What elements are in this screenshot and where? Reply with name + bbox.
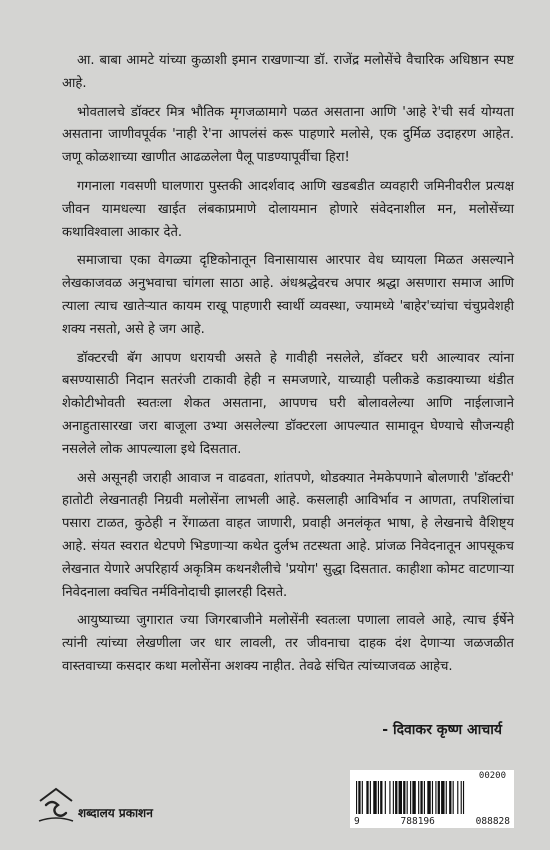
paragraph-2: भोवतालचे डॉक्टर मित्र भौतिक मृगजळामागे पळत असताना आणि 'आहे रे'ची सर्व योग्यता असताना जाणीवपूर्वक 'नाही रे'ना आपलंसं करू पाहणारे मलोसे, एक दुर्मिळ उदाहरण आहेत. जणू कोळशाच्या खाणीत आढळलेला पैलू पाडण्यापूर्वीचा हिरा!: [62, 104, 514, 166]
paragraph-6: असे असूनही जराही आवाज न वाढवता, शांतपणे, थोडक्यात नेमकेपणाने बोलणारी 'डॉक्टरी' हातोटी लेखनातही निग्रवी मलोसेंना लाभली आहे. कसलाही आविर्भाव न आणता, तपशिलांचा पसारा टाळत, कुठेही न रेंगाळता वाहत जाणारी, प्रवाही अनलंकृत भाषा, हे लेखनाचे वैशिष्ट्य आहे. संयत स्वरात थेटपणे भिडणाऱ्या कथेत दुर्लभ तटस्थता आहे. प्रांजळ निवेदनातून आपसूकच लेखनात येणारे अपरिहार्य अकृत्रिम कथनशैलीचे 'प्रयोग' सुद्धा दिसतात. काहीशा कोमट वाटणाऱ्या निवेदनाला क्वचित नर्मविनोदाची झालरही दिसते.: [62, 470, 514, 600]
isbn-digits: [354, 816, 510, 827]
paragraph-5: डॉक्टरची बॅग आपण धरायची असते हे गावीही नसलेले, डॉक्टर घरी आल्यावर त्यांना बसण्यासाठी निदान सतरंजी टाकावी हेही न समजणारे, याच्याही पलीकडे कडाक्याच्या थंडीत शेकोटीभोवती स्वतःला शेकत असताना, आपणच घरी बोलावलेल्या आणि नाईलाजाने अनाहुतासारखा जरा बाजूला उभ्या असलेल्या डॉक्टरला आपल्यात सामावून घेण्याचे सौजन्यही नसलेले लोक आपल्याला इथे दिसतात.: [62, 350, 514, 457]
isbn-barcode: [350, 770, 514, 828]
paragraph-1: आ. बाबा आमटे यांच्या कुळाशी इमान राखणाऱ्या डॉ. राजेंद्र मलोसेंचे वैचारिक अधिष्ठान स्पष्ट आहे.: [62, 53, 514, 91]
isbn-group-2: 088828: [475, 816, 510, 827]
paragraph-7: आयुष्याच्या जुगारात ज्या जिगरबाजीने मलोसेंनी स्वतःला पणाला लावले आहे, त्याच ईर्षेने त्यांनी त्यांच्या लेखणीला जर धार लावली, तर जीवनाचा दाहक दंश देणाऱ्या जळजळीत वास्तवाच्या कसदार कथा मलोसेंना अशक्य नाहीत. तेवढे संचित त्यांच्याजवळ आहेच.: [62, 613, 514, 674]
shabdalay-logo-icon: [36, 785, 76, 825]
publisher-block: [36, 785, 153, 825]
isbn-prefix: 9: [354, 816, 360, 827]
price-code: 00200: [478, 771, 506, 781]
paragraph-4: समाजाचा एका वेगळ्या दृष्टिकोनातून विनासायास आरपार वेध घ्यायला मिळत असल्याने लेखकाजवळ अनुभवाचा चांगला साठा आहे. अंधश्रद्धेवरच अपार श्रद्धा असणारा समाज आणि त्याला त्याच खातेऱ्यात कायम राखू पाहणारी स्वार्थी व्यवस्था, ज्यामध्ये 'बाहेर'च्यांचा चंचुप्रवेशही शक्य नसतो, असे हे जग आहे.: [62, 253, 514, 337]
isbn-group-1: 788196: [400, 816, 435, 827]
paragraph-3: गगनाला गवसणी घालणारा पुस्तकी आदर्शवाद आणि खडबडीत व्यवहारी जमिनीवरील प्रत्यक्ष जीवन यामधल्या खाईत लंबकाप्रमाणे दोलायमान होणारे संवेदनाशील मन, मलोसेंच्या कथाविश्वाला आकार देते.: [62, 178, 514, 240]
barcode-bars: [356, 781, 508, 814]
blurb-text: [62, 50, 514, 685]
author-signature: - दिवाकर कृष्ण आचार्य: [382, 722, 502, 738]
publisher-name: शब्दालय प्रकाशन: [78, 806, 153, 820]
